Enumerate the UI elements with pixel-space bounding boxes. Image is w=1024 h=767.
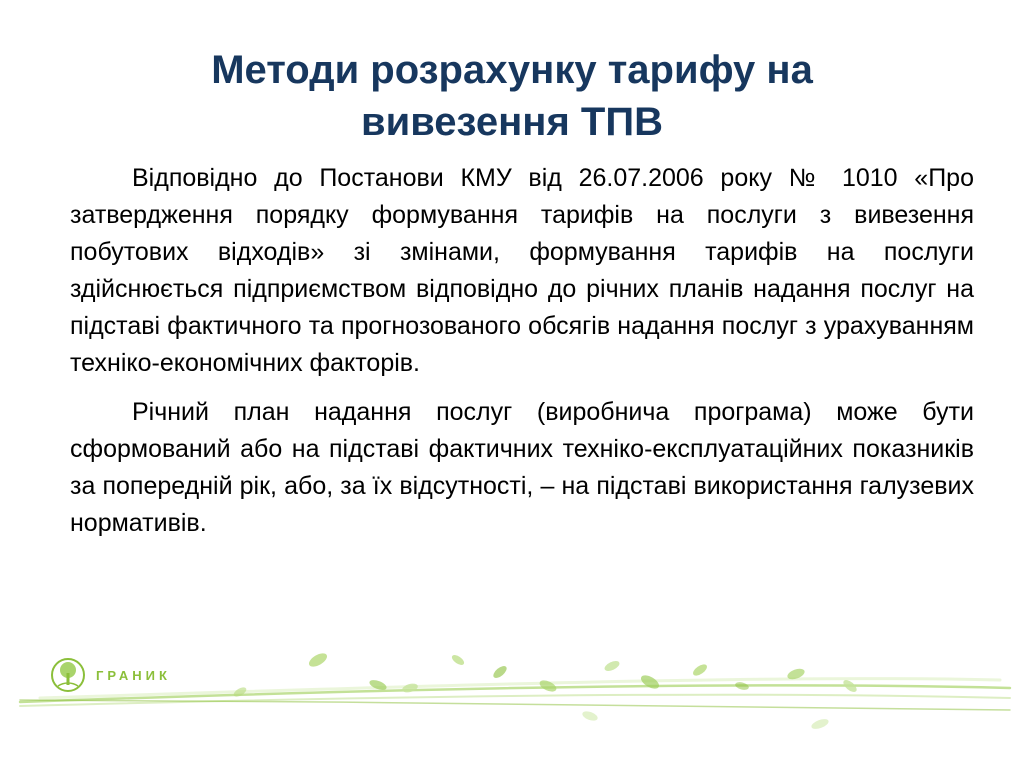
- footer-decoration: [0, 640, 1024, 767]
- title-line-1: Методи розрахунку тарифу на: [211, 48, 813, 92]
- swoosh-lines: [20, 679, 1010, 710]
- title-line-2: вивезення ТПВ: [361, 100, 663, 144]
- paragraph-1: Відповідно до Постанови КМУ від 26.07.2006 року № 1010 «Про затвердження порядку формування тарифів на послуги з вивезення побутових відходів» зі змінами, формування тарифів на послуги здійснюється підприємством відповідно до річних планів надання послуг на підставі фактичного та прогнозованого обсягів надання послуг з урахуванням техніко-економічних факторів.: [70, 164, 974, 377]
- logo-text: ГРАНИК: [96, 668, 171, 683]
- slide-body: [70, 160, 974, 554]
- leaves: [232, 651, 859, 731]
- granik-logo: [52, 659, 171, 691]
- paragraph-2: Річний план надання послуг (виробнича програма) може бути сформований або на підставі фактичних техніко-експлуатаційних показників за попередній рік, або, за їх відсутності, – на підставі використання галузевих нормативів.: [70, 398, 974, 537]
- slide-title: [100, 44, 924, 148]
- tree-icon: [52, 659, 84, 691]
